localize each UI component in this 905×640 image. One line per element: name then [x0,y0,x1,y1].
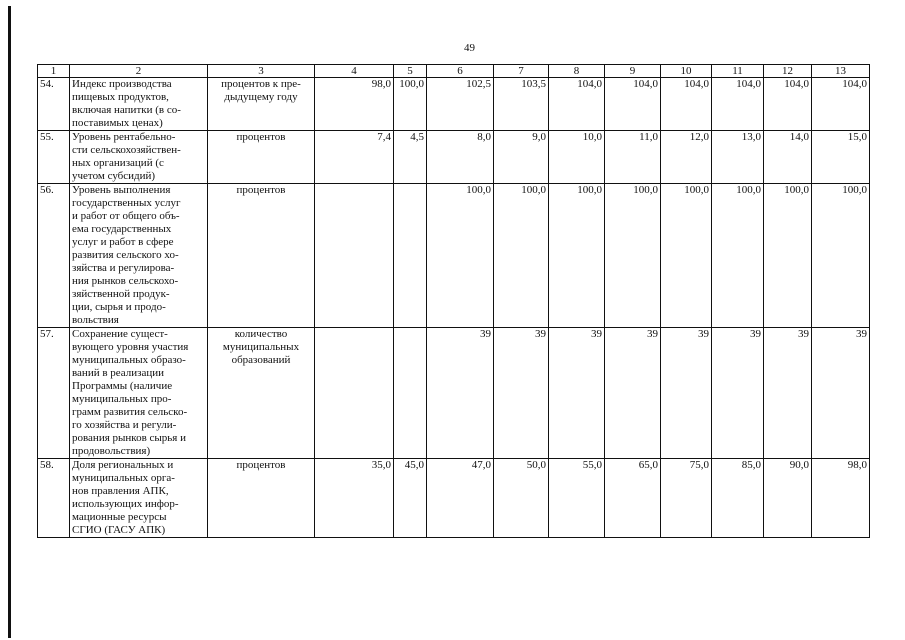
indicator-name-line: вольствия [72,314,119,326]
indicator-name-line: Доля региональных и [72,459,174,471]
value-cell: 104,0 [764,78,812,131]
value-cell: 104,0 [712,78,764,131]
indicator-name-cell [70,328,208,459]
column-number: 7 [494,65,549,78]
value-cell: 45,0 [394,459,427,538]
value-cell: 98,0 [812,459,870,538]
indicator-name-line: ных организаций (с [72,157,164,169]
column-number: 4 [315,65,394,78]
unit-line: процентов [236,459,286,471]
table-row [38,184,870,328]
value-cell: 12,0 [661,131,712,184]
value-cell: 55,0 [549,459,605,538]
table-row [38,131,870,184]
unit-line: дыдущему году [224,91,298,103]
indicator-name-line: нов правления АПК, [72,485,169,497]
value-cell: 39 [605,328,661,459]
binding-edge-line [8,6,11,638]
unit-cell [208,328,315,459]
value-cell: 39 [494,328,549,459]
unit-line: процентов [236,131,286,143]
indicator-name-line: Программы (наличие [72,380,173,392]
value-cell: 8,0 [427,131,494,184]
indicator-name-line: государственных услуг [72,197,181,209]
column-number: 8 [549,65,605,78]
column-number: 2 [70,65,208,78]
column-number: 10 [661,65,712,78]
row-number-cell: 58. [38,459,70,538]
column-number: 13 [812,65,870,78]
unit-cell [208,131,315,184]
indicator-name-line: зяйственной продук- [72,288,170,300]
indicator-name-cell [70,459,208,538]
row-number-cell: 57. [38,328,70,459]
value-cell: 100,0 [712,184,764,328]
row-number-cell: 56. [38,184,70,328]
value-cell: 15,0 [812,131,870,184]
value-cell: 104,0 [661,78,712,131]
value-cell: 39 [812,328,870,459]
value-cell [315,184,394,328]
indicator-name-line: грамм развития сельско- [72,406,188,418]
unit-line: образований [231,354,291,366]
value-cell: 85,0 [712,459,764,538]
indicator-name-line: го хозяйства и регули- [72,419,177,431]
indicator-name-line: муниципальных орга- [72,472,175,484]
indicator-name-line: использующих инфор- [72,498,179,510]
value-cell: 100,0 [549,184,605,328]
value-cell: 35,0 [315,459,394,538]
unit-line: муниципальных [222,341,300,353]
value-cell: 100,0 [427,184,494,328]
value-cell: 65,0 [605,459,661,538]
indicator-name-line: рования рынков сырья и [72,432,187,444]
column-number: 5 [394,65,427,78]
value-cell: 50,0 [494,459,549,538]
value-cell: 9,0 [494,131,549,184]
indicator-name-line: продовольствия) [72,445,151,457]
indicator-name-line: СГИО (ГАСУ АПК) [72,524,166,536]
indicator-name-line: включая напитки (в со- [72,104,181,116]
unit-cell [208,78,315,131]
value-cell [394,184,427,328]
value-cell: 39 [549,328,605,459]
indicator-name-line: сти сельскохозяйствен- [72,144,181,156]
column-number: 9 [605,65,661,78]
value-cell: 39 [764,328,812,459]
indicator-name-line: пищевых продуктов, [72,91,169,103]
indicator-name-cell [70,184,208,328]
indicator-name-line: зяйства и регулирова- [72,262,175,274]
indicator-name-line: Уровень рентабельно- [72,131,176,143]
indicator-name-line: Индекс производства [72,78,172,90]
row-number-cell: 55. [38,131,70,184]
value-cell: 100,0 [764,184,812,328]
indicator-name-line: ема государственных [72,223,172,235]
value-cell: 75,0 [661,459,712,538]
value-cell: 100,0 [812,184,870,328]
indicator-name-line: Уровень выполнения [72,184,171,196]
table-row [38,459,870,538]
indicator-name-line: ния рынков сельскохо- [72,275,179,287]
value-cell: 100,0 [661,184,712,328]
indicator-name-line: учетом субсидий) [72,170,156,182]
column-number: 12 [764,65,812,78]
table-row [38,78,870,131]
indicator-name-line: Сохранение сущест- [72,328,168,340]
unit-cell [208,184,315,328]
indicator-name-line: поставимых ценах) [72,117,163,129]
column-number: 1 [38,65,70,78]
value-cell: 104,0 [549,78,605,131]
indicator-name-line: развития сельского хо- [72,249,179,261]
value-cell: 100,0 [605,184,661,328]
indicators-table [37,64,870,538]
value-cell: 104,0 [812,78,870,131]
value-cell: 39 [427,328,494,459]
value-cell [315,328,394,459]
indicator-name-line: мационные ресурсы [72,511,167,523]
indicator-name-line: муниципальных образо- [72,354,186,366]
value-cell: 10,0 [549,131,605,184]
indicator-name-line: ции, сырья и продо- [72,301,166,313]
indicator-name-line: услуг и работ в сфере [72,236,174,248]
indicator-name-line: ваний в реализации [72,367,165,379]
value-cell: 100,0 [494,184,549,328]
page-number: 49 [464,42,475,54]
value-cell: 47,0 [427,459,494,538]
unit-line: процентов [236,184,286,196]
value-cell: 14,0 [764,131,812,184]
value-cell: 104,0 [605,78,661,131]
value-cell: 39 [661,328,712,459]
indicator-name-line: муниципальных про- [72,393,172,405]
column-number: 11 [712,65,764,78]
value-cell: 13,0 [712,131,764,184]
value-cell: 98,0 [315,78,394,131]
indicator-name-cell [70,131,208,184]
table-body [38,65,870,538]
column-number-row [38,65,870,78]
value-cell: 102,5 [427,78,494,131]
value-cell: 11,0 [605,131,661,184]
value-cell: 100,0 [394,78,427,131]
table-row [38,328,870,459]
value-cell: 39 [712,328,764,459]
indicator-name-line: вующего уровня участия [72,341,189,353]
indicator-name-line: и работ от общего объ- [72,210,180,222]
value-cell [394,328,427,459]
column-number: 3 [208,65,315,78]
value-cell: 4,5 [394,131,427,184]
value-cell: 90,0 [764,459,812,538]
unit-line: процентов к пре- [221,78,301,90]
unit-cell [208,459,315,538]
unit-line: количество [234,328,288,340]
row-number-cell: 54. [38,78,70,131]
value-cell: 103,5 [494,78,549,131]
value-cell: 7,4 [315,131,394,184]
indicator-name-cell [70,78,208,131]
column-number: 6 [427,65,494,78]
